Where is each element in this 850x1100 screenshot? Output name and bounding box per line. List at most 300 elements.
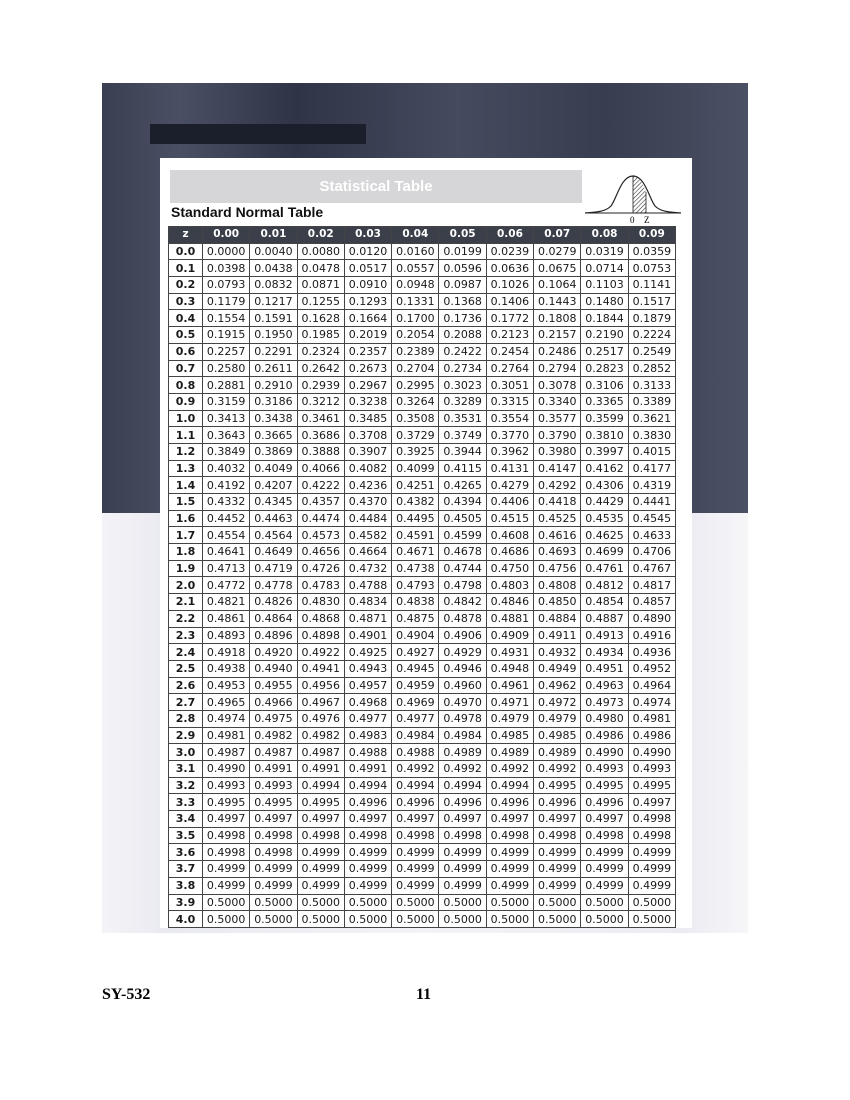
probability-cell: 0.4808 bbox=[534, 577, 581, 594]
probability-cell: 0.4999 bbox=[439, 877, 486, 894]
probability-cell: 0.3643 bbox=[203, 427, 250, 444]
probability-cell: 0.4991 bbox=[344, 761, 391, 778]
probability-cell: 0.4868 bbox=[297, 610, 344, 627]
column-header: 0.08 bbox=[581, 227, 628, 244]
probability-cell: 0.2794 bbox=[534, 360, 581, 377]
probability-cell: 0.4985 bbox=[486, 727, 533, 744]
curve-label-z: Z bbox=[644, 215, 650, 224]
probability-cell: 0.4992 bbox=[486, 761, 533, 778]
probability-cell: 0.2088 bbox=[439, 327, 486, 344]
probability-cell: 0.5000 bbox=[581, 894, 628, 911]
z-value-cell: 1.4 bbox=[169, 477, 203, 494]
probability-cell: 0.4793 bbox=[392, 577, 439, 594]
probability-cell: 0.4968 bbox=[344, 694, 391, 711]
table-row bbox=[169, 377, 676, 394]
probability-cell: 0.0714 bbox=[581, 260, 628, 277]
probability-cell: 0.3621 bbox=[628, 410, 675, 427]
z-value-cell: 2.7 bbox=[169, 694, 203, 711]
probability-cell: 0.5000 bbox=[392, 894, 439, 911]
probability-cell: 0.4049 bbox=[250, 460, 297, 477]
probability-cell: 0.5000 bbox=[297, 911, 344, 928]
probability-cell: 0.4993 bbox=[250, 777, 297, 794]
probability-cell: 0.4999 bbox=[581, 861, 628, 878]
probability-cell: 0.4671 bbox=[392, 544, 439, 561]
probability-cell: 0.4957 bbox=[344, 677, 391, 694]
probability-cell: 0.4982 bbox=[297, 727, 344, 744]
probability-cell: 0.4972 bbox=[534, 694, 581, 711]
probability-cell: 0.4382 bbox=[392, 494, 439, 511]
probability-cell: 0.2257 bbox=[203, 343, 250, 360]
probability-cell: 0.4834 bbox=[344, 594, 391, 611]
column-header: 0.04 bbox=[392, 227, 439, 244]
probability-cell: 0.4772 bbox=[203, 577, 250, 594]
probability-cell: 0.4251 bbox=[392, 477, 439, 494]
z-value-cell: 3.7 bbox=[169, 861, 203, 878]
probability-cell: 0.4987 bbox=[297, 744, 344, 761]
probability-cell: 0.4936 bbox=[628, 644, 675, 661]
probability-cell: 0.1064 bbox=[534, 277, 581, 294]
probability-cell: 0.4932 bbox=[534, 644, 581, 661]
probability-cell: 0.4920 bbox=[250, 644, 297, 661]
table-row bbox=[169, 343, 676, 360]
probability-cell: 0.4963 bbox=[581, 677, 628, 694]
probability-cell: 0.4783 bbox=[297, 577, 344, 594]
table-row bbox=[169, 877, 676, 894]
probability-cell: 0.1591 bbox=[250, 310, 297, 327]
probability-cell: 0.4686 bbox=[486, 544, 533, 561]
table-row bbox=[169, 410, 676, 427]
z-value-cell: 3.8 bbox=[169, 877, 203, 894]
probability-cell: 0.1179 bbox=[203, 293, 250, 310]
z-value-cell: 4.0 bbox=[169, 911, 203, 928]
probability-cell: 0.4955 bbox=[250, 677, 297, 694]
table-row bbox=[169, 744, 676, 761]
z-value-cell: 3.2 bbox=[169, 777, 203, 794]
probability-cell: 0.4986 bbox=[581, 727, 628, 744]
probability-cell: 0.4901 bbox=[344, 627, 391, 644]
probability-cell: 0.3078 bbox=[534, 377, 581, 394]
probability-cell: 0.0239 bbox=[486, 243, 533, 260]
probability-cell: 0.4545 bbox=[628, 510, 675, 527]
probability-cell: 0.0832 bbox=[250, 277, 297, 294]
probability-cell: 0.4871 bbox=[344, 610, 391, 627]
probability-cell: 0.4998 bbox=[250, 827, 297, 844]
probability-cell: 0.4999 bbox=[486, 844, 533, 861]
column-header: 0.09 bbox=[628, 227, 675, 244]
probability-cell: 0.2190 bbox=[581, 327, 628, 344]
probability-cell: 0.2734 bbox=[439, 360, 486, 377]
table-row bbox=[169, 243, 676, 260]
probability-cell: 0.4147 bbox=[534, 460, 581, 477]
probability-cell: 0.4996 bbox=[439, 794, 486, 811]
probability-cell: 0.4678 bbox=[439, 544, 486, 561]
probability-cell: 0.4032 bbox=[203, 460, 250, 477]
probability-cell: 0.4474 bbox=[297, 510, 344, 527]
probability-cell: 0.4904 bbox=[392, 627, 439, 644]
probability-cell: 0.4998 bbox=[628, 827, 675, 844]
probability-cell: 0.4812 bbox=[581, 577, 628, 594]
probability-cell: 0.4525 bbox=[534, 510, 581, 527]
probability-cell: 0.3106 bbox=[581, 377, 628, 394]
column-header-z: z bbox=[169, 227, 203, 244]
probability-cell: 0.4953 bbox=[203, 677, 250, 694]
probability-cell: 0.4394 bbox=[439, 494, 486, 511]
column-header: 0.01 bbox=[250, 227, 297, 244]
probability-cell: 0.0557 bbox=[392, 260, 439, 277]
column-header: 0.05 bbox=[439, 227, 486, 244]
probability-cell: 0.3365 bbox=[581, 393, 628, 410]
probability-cell: 0.4817 bbox=[628, 577, 675, 594]
z-value-cell: 0.5 bbox=[169, 327, 203, 344]
table-row bbox=[169, 310, 676, 327]
table-row bbox=[169, 560, 676, 577]
probability-cell: 0.4564 bbox=[250, 527, 297, 544]
z-value-cell: 0.8 bbox=[169, 377, 203, 394]
probability-cell: 0.4989 bbox=[486, 744, 533, 761]
probability-cell: 0.3925 bbox=[392, 443, 439, 460]
probability-cell: 0.5000 bbox=[344, 894, 391, 911]
probability-cell: 0.4980 bbox=[581, 710, 628, 727]
probability-cell: 0.4987 bbox=[203, 744, 250, 761]
probability-cell: 0.4943 bbox=[344, 660, 391, 677]
probability-cell: 0.3869 bbox=[250, 443, 297, 460]
probability-cell: 0.4946 bbox=[439, 660, 486, 677]
probability-cell: 0.0080 bbox=[297, 243, 344, 260]
probability-cell: 0.4616 bbox=[534, 527, 581, 544]
probability-cell: 0.2995 bbox=[392, 377, 439, 394]
probability-cell: 0.4890 bbox=[628, 610, 675, 627]
table-row bbox=[169, 594, 676, 611]
probability-cell: 0.4887 bbox=[581, 610, 628, 627]
probability-cell: 0.4998 bbox=[250, 844, 297, 861]
probability-cell: 0.2422 bbox=[439, 343, 486, 360]
probability-cell: 0.4608 bbox=[486, 527, 533, 544]
probability-cell: 0.4974 bbox=[203, 710, 250, 727]
probability-cell: 0.4131 bbox=[486, 460, 533, 477]
z-value-cell: 2.6 bbox=[169, 677, 203, 694]
probability-cell: 0.4994 bbox=[344, 777, 391, 794]
column-header: 0.06 bbox=[486, 227, 533, 244]
probability-cell: 0.1480 bbox=[581, 293, 628, 310]
probability-cell: 0.4713 bbox=[203, 560, 250, 577]
column-header: 0.00 bbox=[203, 227, 250, 244]
table-row bbox=[169, 644, 676, 661]
probability-cell: 0.5000 bbox=[628, 911, 675, 928]
table-header-row bbox=[169, 227, 676, 244]
probability-cell: 0.4726 bbox=[297, 560, 344, 577]
probability-cell: 0.4981 bbox=[203, 727, 250, 744]
probability-cell: 0.4798 bbox=[439, 577, 486, 594]
probability-cell: 0.4099 bbox=[392, 460, 439, 477]
probability-cell: 0.5000 bbox=[439, 911, 486, 928]
probability-cell: 0.4997 bbox=[203, 811, 250, 828]
probability-cell: 0.2357 bbox=[344, 343, 391, 360]
probability-cell: 0.4838 bbox=[392, 594, 439, 611]
probability-cell: 0.0793 bbox=[203, 277, 250, 294]
probability-cell: 0.4999 bbox=[628, 844, 675, 861]
table-row bbox=[169, 577, 676, 594]
probability-cell: 0.4898 bbox=[297, 627, 344, 644]
probability-cell: 0.4993 bbox=[628, 761, 675, 778]
probability-cell: 0.1736 bbox=[439, 310, 486, 327]
probability-cell: 0.2967 bbox=[344, 377, 391, 394]
probability-cell: 0.1517 bbox=[628, 293, 675, 310]
probability-cell: 0.4996 bbox=[486, 794, 533, 811]
probability-cell: 0.4357 bbox=[297, 494, 344, 511]
probability-cell: 0.3749 bbox=[439, 427, 486, 444]
probability-cell: 0.4948 bbox=[486, 660, 533, 677]
probability-cell: 0.4997 bbox=[250, 811, 297, 828]
probability-cell: 0.4998 bbox=[534, 827, 581, 844]
probability-cell: 0.4979 bbox=[486, 710, 533, 727]
probability-cell: 0.5000 bbox=[439, 894, 486, 911]
table-row bbox=[169, 794, 676, 811]
probability-cell: 0.4997 bbox=[581, 811, 628, 828]
probability-cell: 0.1141 bbox=[628, 277, 675, 294]
table-row bbox=[169, 477, 676, 494]
probability-cell: 0.4998 bbox=[581, 827, 628, 844]
table-row bbox=[169, 861, 676, 878]
probability-cell: 0.3944 bbox=[439, 443, 486, 460]
probability-cell: 0.4664 bbox=[344, 544, 391, 561]
probability-cell: 0.1443 bbox=[534, 293, 581, 310]
probability-cell: 0.4826 bbox=[250, 594, 297, 611]
z-value-cell: 0.1 bbox=[169, 260, 203, 277]
probability-cell: 0.4990 bbox=[203, 761, 250, 778]
probability-cell: 0.0517 bbox=[344, 260, 391, 277]
probability-cell: 0.4989 bbox=[439, 744, 486, 761]
table-row bbox=[169, 727, 676, 744]
probability-cell: 0.2823 bbox=[581, 360, 628, 377]
probability-cell: 0.4999 bbox=[392, 877, 439, 894]
probability-cell: 0.2123 bbox=[486, 327, 533, 344]
probability-cell: 0.0359 bbox=[628, 243, 675, 260]
probability-cell: 0.4999 bbox=[203, 861, 250, 878]
probability-cell: 0.4999 bbox=[581, 844, 628, 861]
probability-cell: 0.4649 bbox=[250, 544, 297, 561]
table-subtitle: Standard Normal Table bbox=[171, 204, 324, 220]
probability-cell: 0.4988 bbox=[392, 744, 439, 761]
probability-cell: 0.4992 bbox=[439, 761, 486, 778]
table-row bbox=[169, 710, 676, 727]
probability-cell: 0.3438 bbox=[250, 410, 297, 427]
probability-cell: 0.4966 bbox=[250, 694, 297, 711]
table-row bbox=[169, 460, 676, 477]
probability-cell: 0.5000 bbox=[486, 911, 533, 928]
probability-cell: 0.4265 bbox=[439, 477, 486, 494]
probability-cell: 0.3770 bbox=[486, 427, 533, 444]
probability-cell: 0.4998 bbox=[297, 827, 344, 844]
z-value-cell: 0.4 bbox=[169, 310, 203, 327]
probability-cell: 0.1406 bbox=[486, 293, 533, 310]
probability-cell: 0.4306 bbox=[581, 477, 628, 494]
probability-cell: 0.5000 bbox=[344, 911, 391, 928]
probability-cell: 0.4991 bbox=[250, 761, 297, 778]
table-row bbox=[169, 827, 676, 844]
probability-cell: 0.4997 bbox=[534, 811, 581, 828]
probability-cell: 0.4976 bbox=[297, 710, 344, 727]
probability-cell: 0.2939 bbox=[297, 377, 344, 394]
probability-cell: 0.4987 bbox=[250, 744, 297, 761]
probability-cell: 0.4441 bbox=[628, 494, 675, 511]
probability-cell: 0.4884 bbox=[534, 610, 581, 627]
z-value-cell: 2.4 bbox=[169, 644, 203, 661]
probability-cell: 0.4881 bbox=[486, 610, 533, 627]
probability-cell: 0.4985 bbox=[534, 727, 581, 744]
probability-cell: 0.2549 bbox=[628, 343, 675, 360]
probability-cell: 0.4999 bbox=[250, 861, 297, 878]
probability-cell: 0.3289 bbox=[439, 393, 486, 410]
probability-cell: 0.4222 bbox=[297, 477, 344, 494]
probability-cell: 0.2764 bbox=[486, 360, 533, 377]
probability-cell: 0.4996 bbox=[344, 794, 391, 811]
probability-cell: 0.4535 bbox=[581, 510, 628, 527]
probability-cell: 0.4767 bbox=[628, 560, 675, 577]
probability-cell: 0.0199 bbox=[439, 243, 486, 260]
probability-cell: 0.4999 bbox=[344, 861, 391, 878]
probability-cell: 0.3023 bbox=[439, 377, 486, 394]
probability-cell: 0.3531 bbox=[439, 410, 486, 427]
probability-cell: 0.4999 bbox=[297, 861, 344, 878]
z-value-cell: 3.5 bbox=[169, 827, 203, 844]
z-value-cell: 3.4 bbox=[169, 811, 203, 828]
column-header: 0.07 bbox=[534, 227, 581, 244]
probability-cell: 0.4997 bbox=[297, 811, 344, 828]
probability-cell: 0.4850 bbox=[534, 594, 581, 611]
probability-cell: 0.2291 bbox=[250, 343, 297, 360]
probability-cell: 0.4744 bbox=[439, 560, 486, 577]
probability-cell: 0.4922 bbox=[297, 644, 344, 661]
probability-cell: 0.4999 bbox=[581, 877, 628, 894]
probability-cell: 0.4495 bbox=[392, 510, 439, 527]
probability-cell: 0.4916 bbox=[628, 627, 675, 644]
probability-cell: 0.4974 bbox=[628, 694, 675, 711]
curve-label-zero: 0 bbox=[630, 215, 635, 224]
probability-cell: 0.4994 bbox=[486, 777, 533, 794]
probability-cell: 0.4989 bbox=[534, 744, 581, 761]
probability-cell: 0.1331 bbox=[392, 293, 439, 310]
probability-cell: 0.0000 bbox=[203, 243, 250, 260]
probability-cell: 0.4998 bbox=[439, 827, 486, 844]
z-value-cell: 0.2 bbox=[169, 277, 203, 294]
probability-cell: 0.4909 bbox=[486, 627, 533, 644]
probability-cell: 0.3907 bbox=[344, 443, 391, 460]
probability-cell: 0.4878 bbox=[439, 610, 486, 627]
z-value-cell: 1.1 bbox=[169, 427, 203, 444]
table-row bbox=[169, 544, 676, 561]
table-row bbox=[169, 660, 676, 677]
standard-normal-table bbox=[168, 226, 676, 928]
probability-cell: 0.4994 bbox=[439, 777, 486, 794]
probability-cell: 0.3980 bbox=[534, 443, 581, 460]
probability-cell: 0.3599 bbox=[581, 410, 628, 427]
probability-cell: 0.4515 bbox=[486, 510, 533, 527]
z-value-cell: 3.1 bbox=[169, 761, 203, 778]
probability-cell: 0.4999 bbox=[297, 877, 344, 894]
probability-cell: 0.2852 bbox=[628, 360, 675, 377]
table-row bbox=[169, 327, 676, 344]
probability-cell: 0.4984 bbox=[392, 727, 439, 744]
probability-cell: 0.4970 bbox=[439, 694, 486, 711]
probability-cell: 0.0120 bbox=[344, 243, 391, 260]
probability-cell: 0.4738 bbox=[392, 560, 439, 577]
probability-cell: 0.2704 bbox=[392, 360, 439, 377]
probability-cell: 0.3810 bbox=[581, 427, 628, 444]
probability-cell: 0.4788 bbox=[344, 577, 391, 594]
probability-cell: 0.4913 bbox=[581, 627, 628, 644]
column-header: 0.02 bbox=[297, 227, 344, 244]
redaction-bar bbox=[150, 124, 366, 144]
probability-cell: 0.5000 bbox=[297, 894, 344, 911]
probability-cell: 0.0675 bbox=[534, 260, 581, 277]
probability-cell: 0.4983 bbox=[344, 727, 391, 744]
probability-cell: 0.1664 bbox=[344, 310, 391, 327]
probability-cell: 0.1293 bbox=[344, 293, 391, 310]
probability-cell: 0.4554 bbox=[203, 527, 250, 544]
probability-cell: 0.0910 bbox=[344, 277, 391, 294]
probability-cell: 0.4998 bbox=[628, 811, 675, 828]
probability-cell: 0.4965 bbox=[203, 694, 250, 711]
probability-cell: 0.4978 bbox=[439, 710, 486, 727]
probability-cell: 0.5000 bbox=[534, 894, 581, 911]
z-value-cell: 1.7 bbox=[169, 527, 203, 544]
table-row bbox=[169, 494, 676, 511]
probability-cell: 0.4995 bbox=[250, 794, 297, 811]
probability-cell: 0.0636 bbox=[486, 260, 533, 277]
probability-cell: 0.3577 bbox=[534, 410, 581, 427]
probability-cell: 0.4633 bbox=[628, 527, 675, 544]
probability-cell: 0.1915 bbox=[203, 327, 250, 344]
probability-cell: 0.4207 bbox=[250, 477, 297, 494]
probability-cell: 0.4750 bbox=[486, 560, 533, 577]
probability-cell: 0.4999 bbox=[344, 844, 391, 861]
table-row bbox=[169, 811, 676, 828]
probability-cell: 0.0279 bbox=[534, 243, 581, 260]
z-value-cell: 1.5 bbox=[169, 494, 203, 511]
probability-cell: 0.4803 bbox=[486, 577, 533, 594]
probability-cell: 0.4999 bbox=[534, 877, 581, 894]
probability-cell: 0.0319 bbox=[581, 243, 628, 260]
probability-cell: 0.2910 bbox=[250, 377, 297, 394]
probability-cell: 0.4656 bbox=[297, 544, 344, 561]
probability-cell: 0.3708 bbox=[344, 427, 391, 444]
probability-cell: 0.4960 bbox=[439, 677, 486, 694]
probability-cell: 0.3508 bbox=[392, 410, 439, 427]
probability-cell: 0.4991 bbox=[297, 761, 344, 778]
probability-cell: 0.3461 bbox=[297, 410, 344, 427]
probability-cell: 0.3264 bbox=[392, 393, 439, 410]
probability-cell: 0.4995 bbox=[628, 777, 675, 794]
table-row bbox=[169, 677, 676, 694]
probability-cell: 0.4940 bbox=[250, 660, 297, 677]
probability-cell: 0.4452 bbox=[203, 510, 250, 527]
probability-cell: 0.5000 bbox=[392, 911, 439, 928]
probability-cell: 0.4463 bbox=[250, 510, 297, 527]
probability-cell: 0.5000 bbox=[250, 911, 297, 928]
probability-cell: 0.4761 bbox=[581, 560, 628, 577]
probability-cell: 0.4999 bbox=[534, 861, 581, 878]
probability-cell: 0.4952 bbox=[628, 660, 675, 677]
probability-cell: 0.5000 bbox=[203, 911, 250, 928]
probability-cell: 0.3665 bbox=[250, 427, 297, 444]
probability-cell: 0.3238 bbox=[344, 393, 391, 410]
probability-cell: 0.3485 bbox=[344, 410, 391, 427]
probability-cell: 0.4962 bbox=[534, 677, 581, 694]
probability-cell: 0.4995 bbox=[581, 777, 628, 794]
table-row bbox=[169, 427, 676, 444]
probability-cell: 0.4864 bbox=[250, 610, 297, 627]
probability-cell: 0.4973 bbox=[581, 694, 628, 711]
